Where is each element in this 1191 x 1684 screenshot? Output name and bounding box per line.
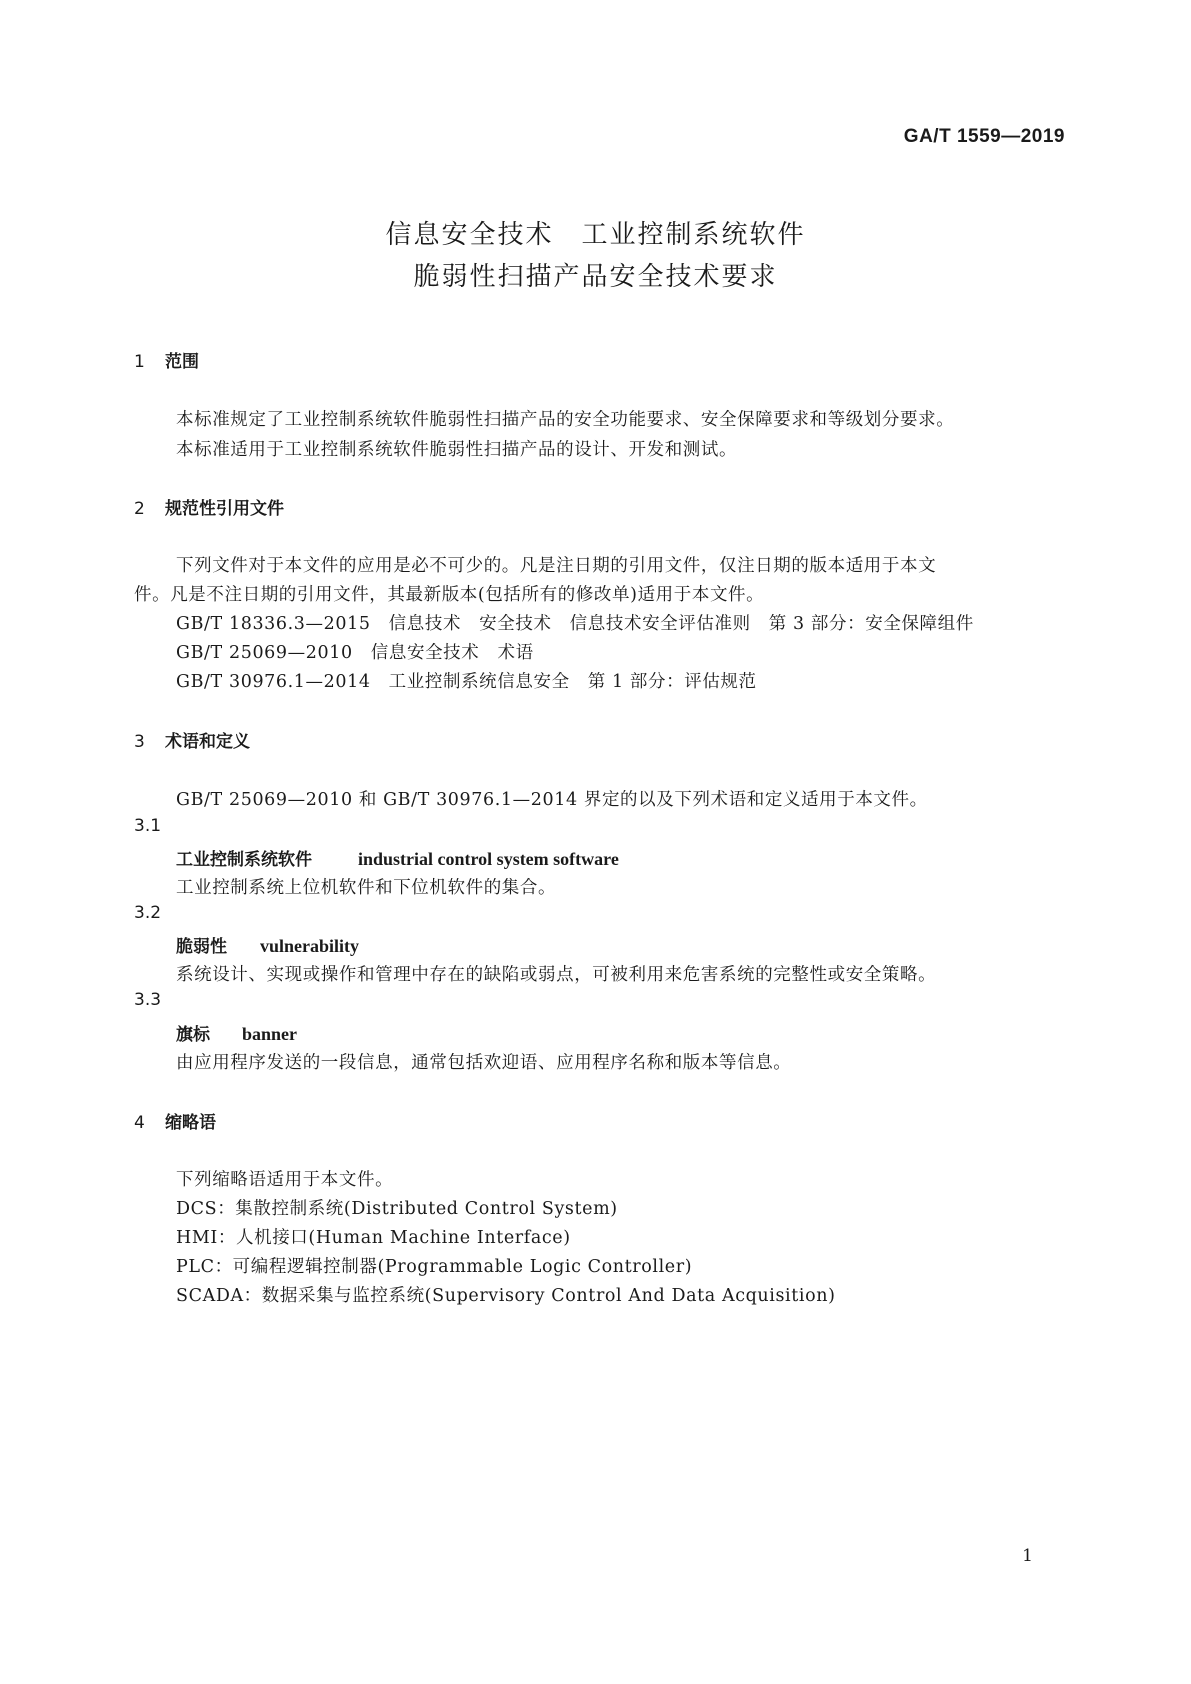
term-chinese: 脆弱性 — [176, 937, 227, 957]
term-number: 3.3 — [134, 990, 162, 1010]
abbreviation-item: SCADA：数据采集与监控系统(Supervisory Control And Data Acquisition) — [176, 1286, 836, 1306]
section-number: 4 — [134, 1113, 145, 1133]
term-chinese: 旗标 — [176, 1025, 210, 1045]
references-intro-line-2: 件。凡是不注日期的引用文件，其最新版本(包括所有的修改单)适用于本文件。 — [134, 585, 765, 605]
standard-code: GA/T 1559—2019 — [903, 126, 1065, 147]
abbreviations-intro: 下列缩略语适用于本文件。 — [176, 1170, 394, 1190]
term-definition: 由应用程序发送的一段信息，通常包括欢迎语、应用程序名称和版本等信息。 — [176, 1053, 792, 1073]
references-intro-line-1: 下列文件对于本文件的应用是必不可少的。凡是注日期的引用文件，仅注日期的版本适用于本文 — [176, 556, 937, 576]
term-heading — [176, 845, 619, 870]
abbreviation-item: HMI：人机接口(Human Machine Interface) — [176, 1228, 571, 1248]
section-heading-normative-references — [134, 494, 284, 519]
document-title-line-1: 信息安全技术 工业控制系统软件 — [385, 220, 806, 250]
section-heading-terms-and-definitions — [134, 727, 250, 752]
term-heading — [176, 1020, 297, 1045]
terms-intro: GB/T 25069—2010 和 GB/T 30976.1—2014 界定的以及下列术语和定义适用于本文件。 — [176, 790, 928, 810]
reference-item: GB/T 18336.3—2015 信息技术 安全技术 信息技术安全评估准则 第 3 部分：安全保障组件 — [176, 614, 974, 634]
reference-item: GB/T 30976.1—2014 工业控制系统信息安全 第 1 部分：评估规范 — [176, 672, 757, 692]
section-title: 范围 — [165, 352, 199, 372]
section-number: 2 — [134, 499, 145, 519]
term-english: banner — [242, 1024, 298, 1044]
scope-paragraph-2: 本标准适用于工业控制系统软件脆弱性扫描产品的设计、开发和测试。 — [176, 440, 738, 460]
section-number: 1 — [134, 352, 145, 372]
page-number: 1 — [1022, 1546, 1033, 1566]
section-title: 术语和定义 — [165, 732, 250, 752]
term-english: vulnerability — [260, 936, 360, 956]
abbreviation-item: DCS：集散控制系统(Distributed Control System) — [176, 1199, 618, 1219]
term-english: industrial control system software — [358, 849, 619, 869]
term-definition: 系统设计、实现或操作和管理中存在的缺陷或弱点，可被利用来危害系统的完整性或安全策略。 — [176, 965, 937, 985]
term-number: 3.2 — [134, 903, 162, 923]
section-heading-scope — [134, 347, 199, 372]
term-definition: 工业控制系统上位机软件和下位机软件的集合。 — [176, 878, 557, 898]
reference-item: GB/T 25069—2010 信息安全技术 术语 — [176, 643, 534, 663]
term-chinese: 工业控制系统软件 — [176, 850, 312, 870]
section-heading-abbreviations — [134, 1108, 216, 1133]
term-heading — [176, 932, 359, 957]
section-title: 规范性引用文件 — [165, 499, 284, 519]
section-number: 3 — [134, 732, 145, 752]
document-title-line-2: 脆弱性扫描产品安全技术要求 — [413, 262, 778, 292]
term-number: 3.1 — [134, 816, 162, 836]
section-title: 缩略语 — [165, 1113, 216, 1133]
scope-paragraph-1: 本标准规定了工业控制系统软件脆弱性扫描产品的安全功能要求、安全保障要求和等级划分要求。 — [176, 410, 955, 430]
abbreviation-item: PLC：可编程逻辑控制器(Programmable Logic Controller) — [176, 1257, 693, 1277]
